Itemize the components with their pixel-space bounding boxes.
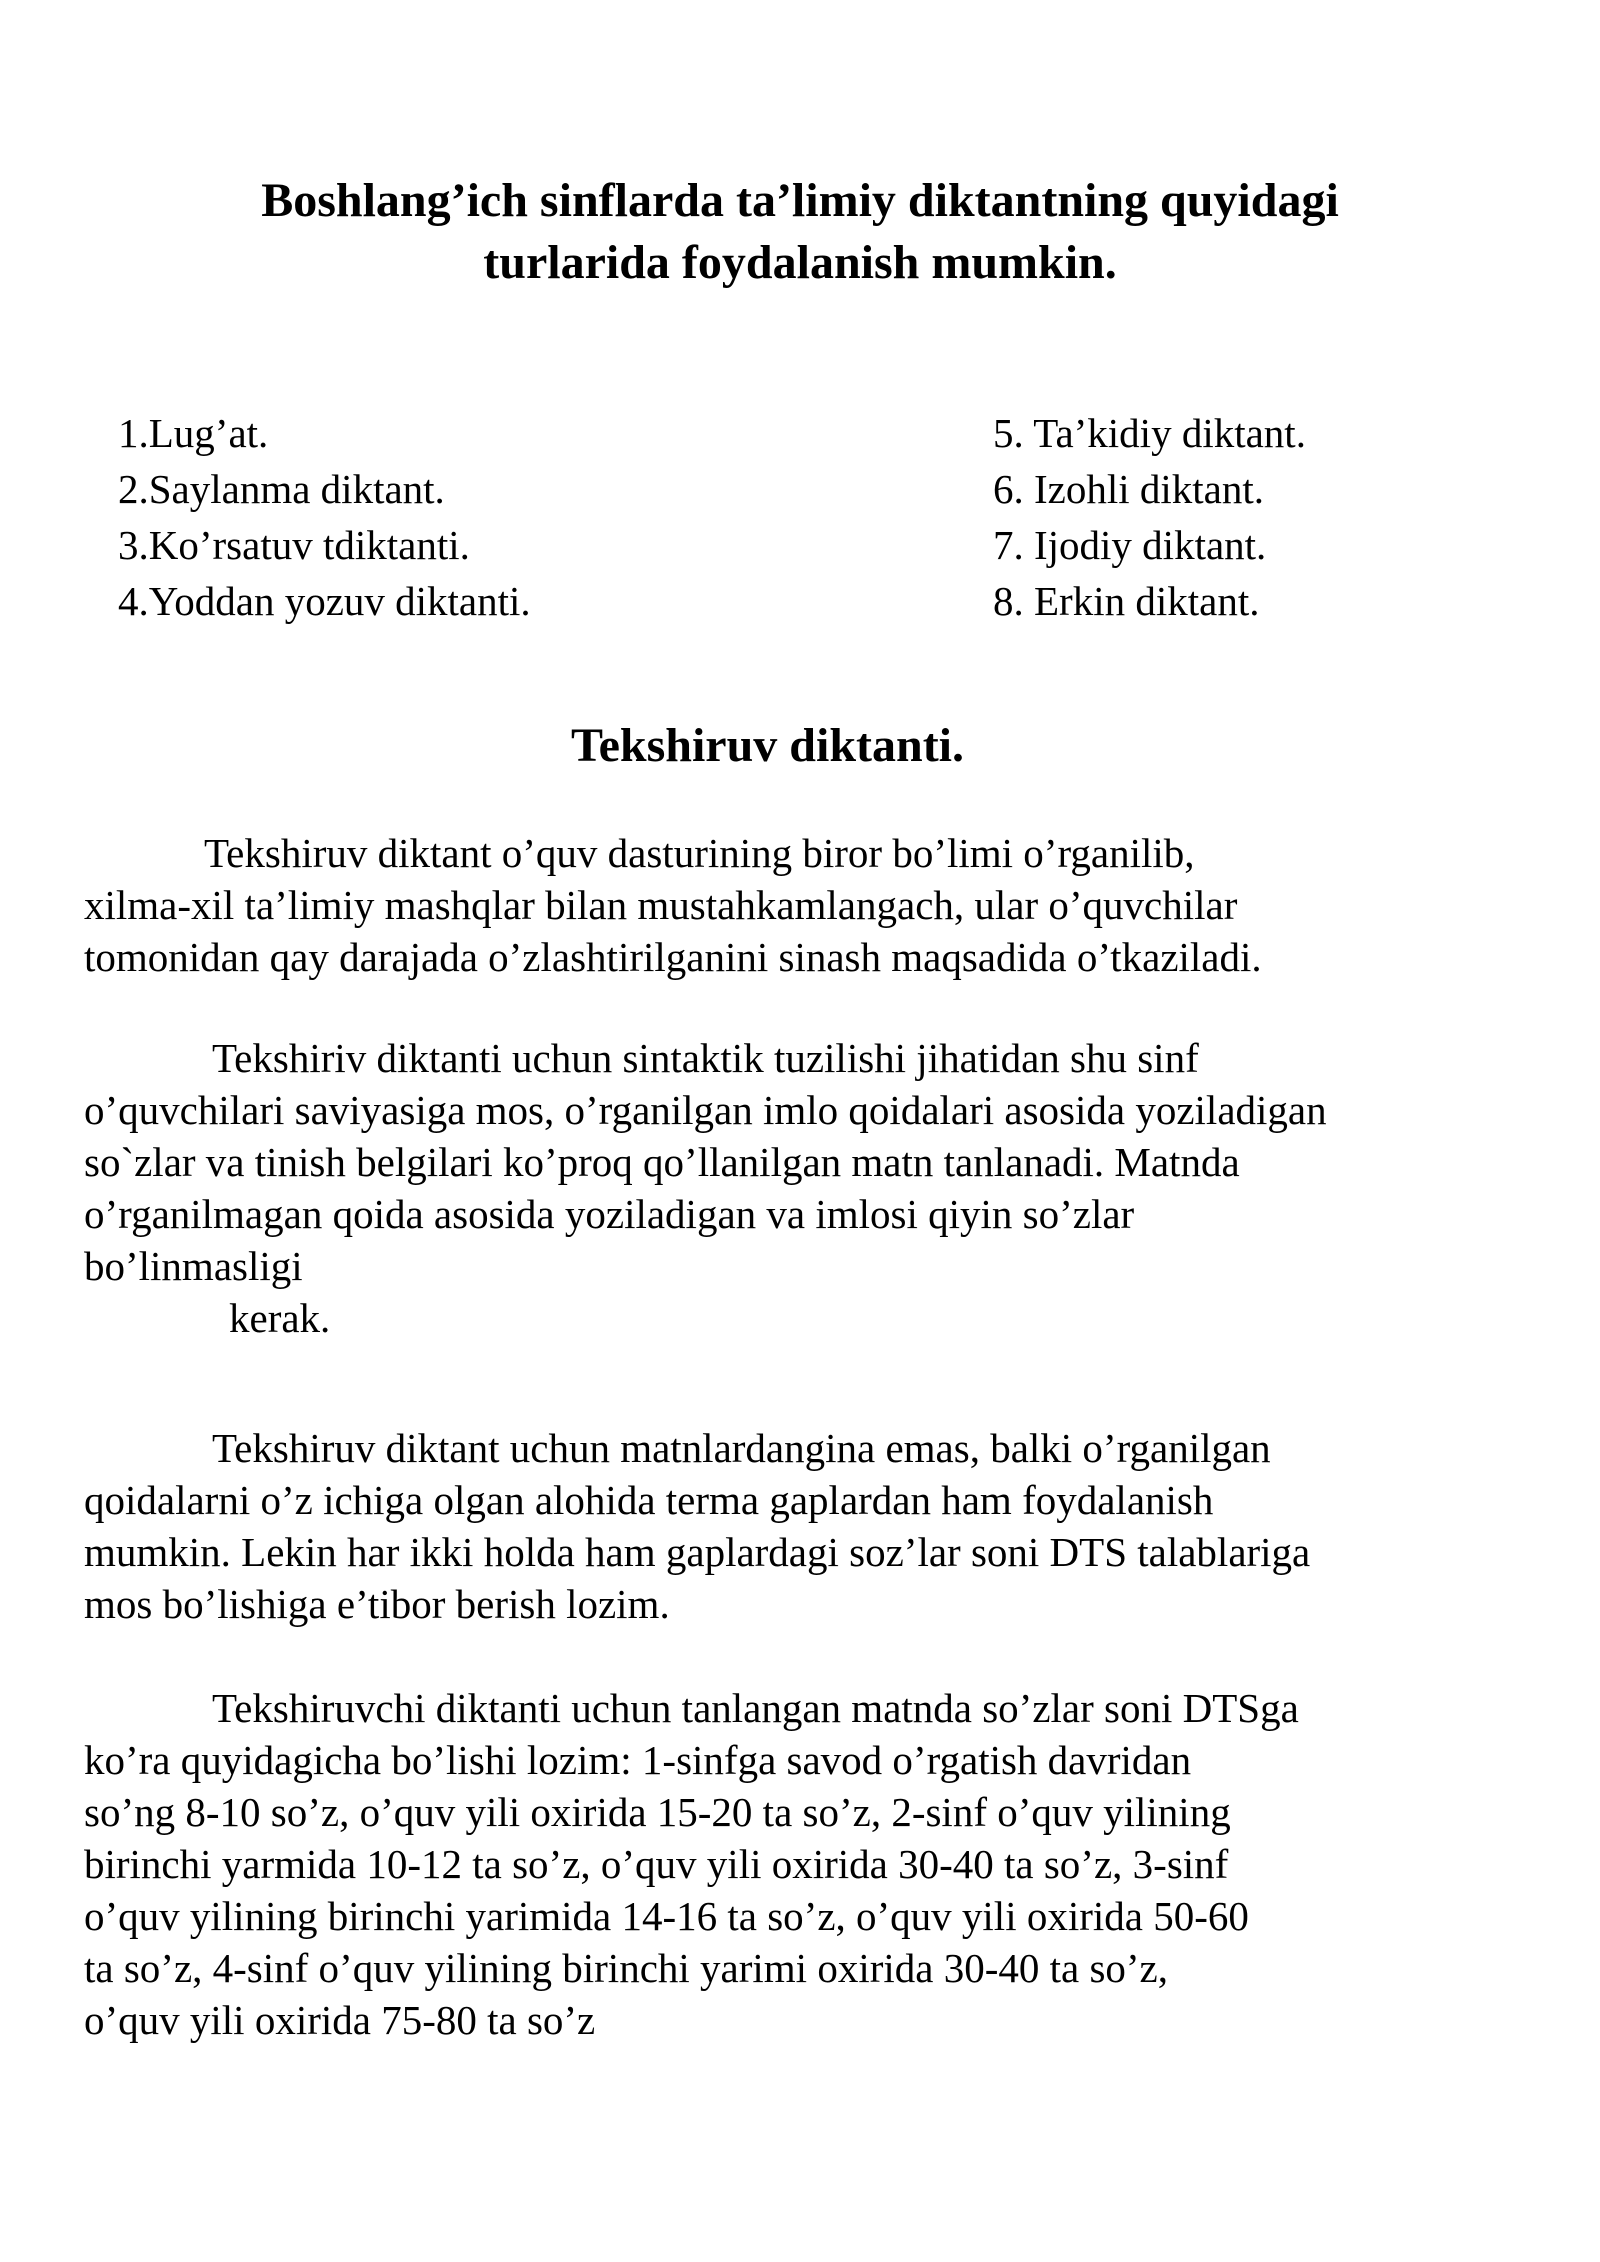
list-item: 4.Yoddan yozuv diktanti. [118, 578, 531, 624]
paragraph-line: o’quv yili oxirida 75-80 ta so’z [84, 1997, 596, 2043]
document-title [100, 170, 1500, 294]
list-item: 6. Izohli diktant. [993, 466, 1265, 512]
paragraph-line: tomonidan qay darajada o’zlashtirilganini sinash maqsadida o’tkaziladi. [84, 934, 1262, 980]
list-item: 8. Erkin diktant. [993, 578, 1260, 624]
paragraph-line: xilma-xil ta’limiy mashqlar bilan mustahkamlangach, ular o’quvchilar [84, 882, 1238, 928]
paragraph-line: birinchi yarmida 10-12 ta so’z, o’quv yili oxirida 30-40 ta so’z, 3-sinf [84, 1841, 1229, 1887]
paragraph-4 [84, 1682, 1564, 2046]
paragraph-3 [84, 1422, 1564, 1630]
paragraph-line: ko’ra quyidagicha bo’lishi lozim: 1-sinfga savod o’rgatish davridan [84, 1737, 1192, 1783]
document-title-line: Boshlang’ich sinflarda ta’limiy diktantning quyidagi [261, 174, 1339, 227]
paragraph-line: bo’linmasligi [84, 1243, 303, 1289]
list-item: 2.Saylanma diktant. [118, 466, 445, 512]
paragraph-line: Tekshiruvchi diktanti uchun tanlangan matnda so’zlar soni DTSga [212, 1685, 1299, 1731]
paragraph-line: o’rganilmagan qoida asosida yoziladigan va imlosi qiyin so’zlar [84, 1191, 1135, 1237]
paragraph-line: o’quv yilining birinchi yarimida 14-16 ta so’z, o’quv yili oxirida 50-60 [84, 1893, 1249, 1939]
paragraph-2 [84, 1032, 1564, 1344]
paragraph-line: o’quvchilari saviyasiga mos, o’rganilgan imlo qoidalari asosida yoziladigan [84, 1087, 1327, 1133]
paragraph-line: qoidalarni o’z ichiga olgan alohida terma gaplardan ham foydalanish [84, 1477, 1214, 1523]
dictation-types-list-left [118, 405, 531, 629]
paragraph-line: ta so’z, 4-sinf o’quv yilining birinchi yarimi oxirida 30-40 ta so’z, [84, 1945, 1168, 1991]
dictation-types-list-right [993, 405, 1306, 629]
paragraph-line: Tekshiriv diktanti uchun sintaktik tuzilishi jihatidan shu sinf [212, 1035, 1199, 1081]
list-item: 5. Ta’kidiy diktant. [993, 410, 1306, 456]
paragraph-1 [84, 827, 1564, 983]
paragraph-line: mos bo’lishiga e’tibor berish lozim. [84, 1581, 670, 1627]
paragraph-line: kerak. [229, 1295, 331, 1341]
paragraph-line: mumkin. Lekin har ikki holda ham gaplardagi soz’lar soni DTS talablariga [84, 1529, 1311, 1575]
paragraph-line: so’ng 8-10 so’z, o’quv yili oxirida 15-20 ta so’z, 2-sinf o’quv yilining [84, 1789, 1231, 1835]
list-item: 7. Ijodiy diktant. [993, 522, 1267, 568]
list-item: 3.Ko’rsatuv tdiktanti. [118, 522, 470, 568]
list-item: 1.Lug’at. [118, 410, 269, 456]
document-title-line: turlarida foydalanish mumkin. [483, 236, 1117, 289]
paragraph-line: so`zlar va tinish belgilari ko’proq qo’llanilgan matn tanlanadi. Matnda [84, 1139, 1240, 1185]
paragraph-line: Tekshiruv diktant o’quv dasturining biror bo’limi o’rganilib, [204, 830, 1195, 876]
paragraph-line: Tekshiruv diktant uchun matnlardangina emas, balki o’rganilgan [212, 1425, 1271, 1471]
section-title: Tekshiruv diktanti. [570, 719, 965, 772]
